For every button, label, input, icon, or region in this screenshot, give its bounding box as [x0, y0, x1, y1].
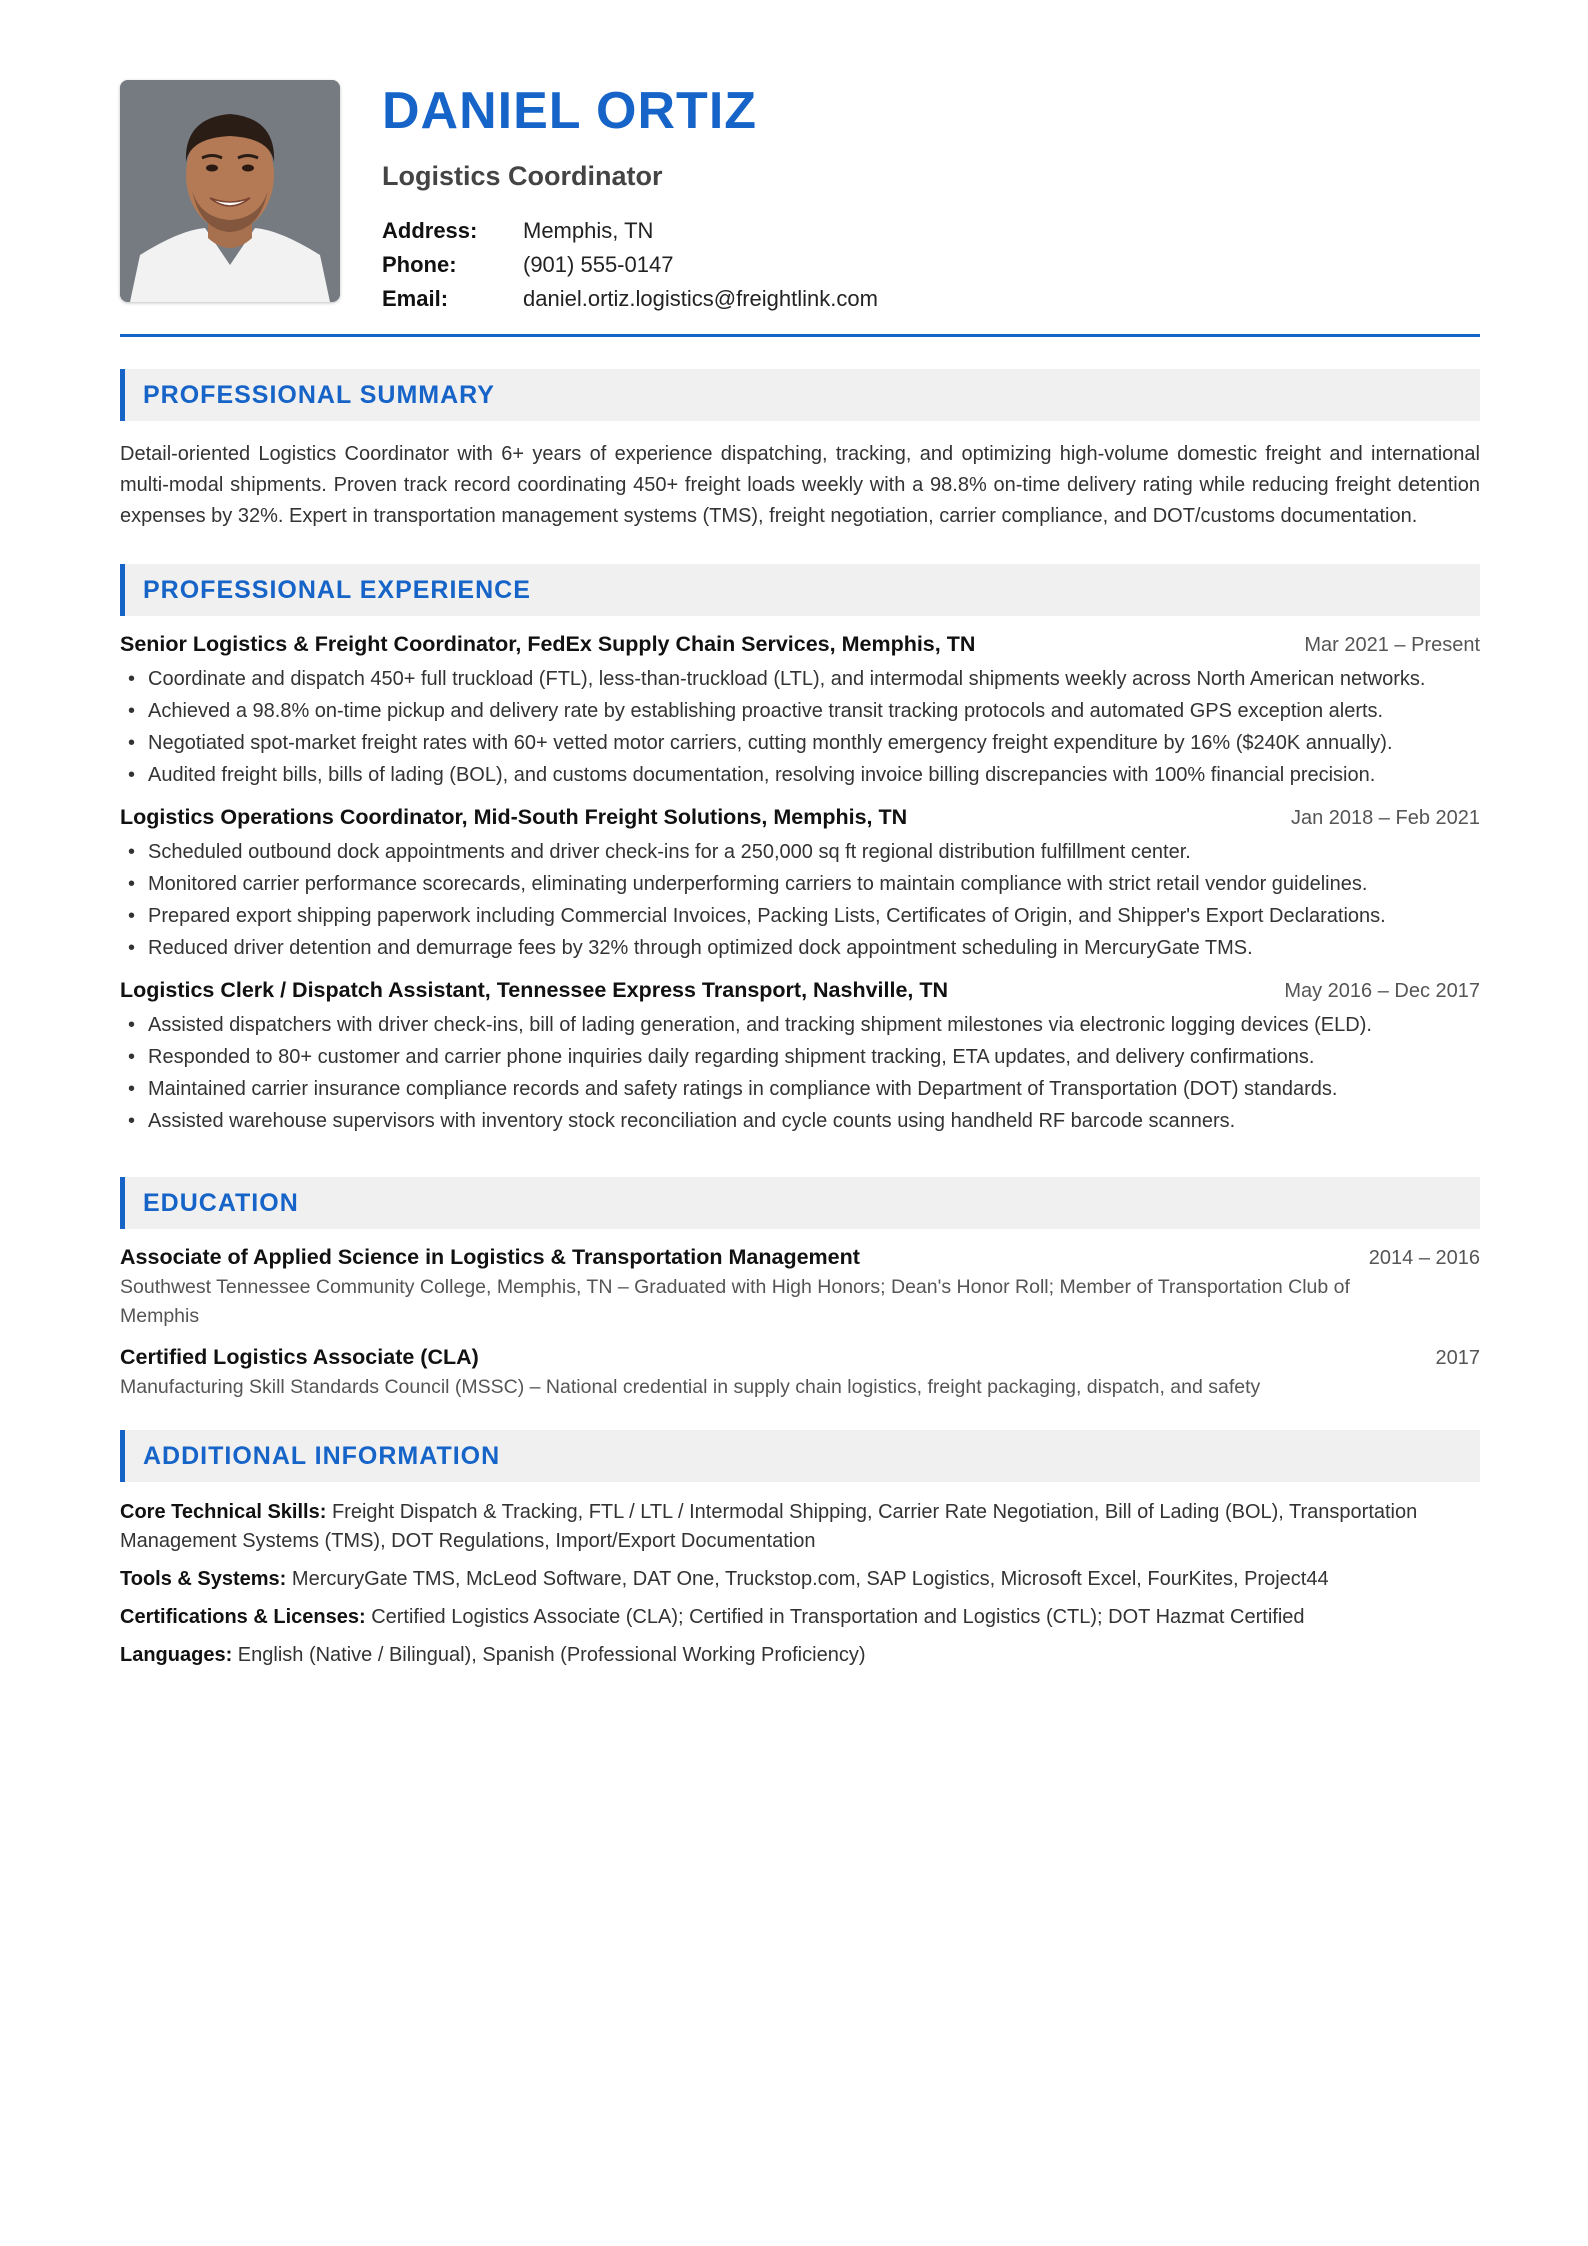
- education-date: 2017: [1435, 1347, 1480, 1369]
- job-entry: [120, 632, 1480, 791]
- job-title: Logistics Operations Coordinator, Mid-South Freight Solutions, Memphis, TN: [120, 805, 908, 829]
- section-heading: PROFESSIONAL EXPERIENCE: [120, 564, 1480, 616]
- contact-list: [382, 214, 878, 316]
- job-entry: [120, 805, 1480, 964]
- education-date: 2014 – 2016: [1368, 1247, 1480, 1269]
- bullet-item: • Prepared export shipping paperwork including Commercial Invoices, Packing Lists, Certificates of Origin, and Shipper's Export Declarations.: [120, 900, 1480, 932]
- bullet-item: • Maintained carrier insurance compliance records and safety ratings in compliance with Department of Transportation (DOT) standards.: [120, 1073, 1480, 1105]
- additional-row: [120, 1565, 1480, 1594]
- job-bullets: [120, 663, 1480, 791]
- job-bullets: [120, 1009, 1480, 1137]
- bullet-item: • Scheduled outbound dock appointments and driver check-ins for a 250,000 sq ft regional distribution fulfillment center.: [120, 836, 1480, 868]
- section-heading: ADDITIONAL INFORMATION: [120, 1430, 1480, 1482]
- additional-value: Certified Logistics Associate (CLA); Certified in Transportation and Logistics (CTL); DOT Hazmat Certified: [371, 1606, 1305, 1628]
- job-date: Mar 2021 – Present: [1304, 634, 1480, 656]
- job-entry: [120, 978, 1480, 1137]
- experience-section: [120, 564, 1480, 1137]
- contact-label: Email:: [382, 285, 449, 311]
- education-section: [120, 1177, 1480, 1402]
- additional-section: [120, 1430, 1480, 1670]
- contact-label: Address:: [382, 217, 478, 243]
- contact-value: daniel.ortiz.logistics@freightlink.com: [523, 285, 878, 311]
- candidate-role: Logistics Coordinator: [382, 160, 663, 191]
- additional-label: Languages:: [120, 1644, 238, 1666]
- job-bullets: [120, 836, 1480, 964]
- bullet-item: • Audited freight bills, bills of lading (BOL), and customs documentation, resolving invoice billing discrepancies with 100% financial precision.: [120, 759, 1480, 791]
- education-desc: Southwest Tennessee Community College, Memphis, TN – Graduated with High Honors; Dean's Honor Roll; Member of Transportation Club of Memphis: [120, 1276, 1350, 1327]
- job-title: Logistics Clerk / Dispatch Assistant, Tennessee Express Transport, Nashville, TN: [120, 978, 949, 1002]
- education-entry: [120, 1245, 1480, 1331]
- contact-label: Phone:: [382, 251, 457, 277]
- contact-value: Memphis, TN: [523, 217, 654, 243]
- contact-phone: [382, 248, 878, 282]
- additional-value: Freight Dispatch & Tracking, FTL / LTL / Intermodal Shipping, Carrier Rate Negotiation, Bill of Lading (BOL), Transportation Management Systems (TMS), DOT Regulations, Import/Export Documentation: [120, 1501, 1418, 1552]
- job-title: Senior Logistics & Freight Coordinator, FedEx Supply Chain Services, Memphis, TN: [120, 632, 976, 656]
- education-title: Associate of Applied Science in Logistics & Transportation Management: [120, 1245, 860, 1269]
- header-divider: [120, 334, 1480, 337]
- section-heading: PROFESSIONAL SUMMARY: [120, 369, 1480, 421]
- contact-email: [382, 282, 878, 316]
- additional-row: [120, 1641, 1480, 1670]
- bullet-item: • Coordinate and dispatch 450+ full truckload (FTL), less-than-truckload (LTL), and intermodal shipments weekly across North American networks.: [120, 663, 1480, 695]
- contact-value: (901) 555-0147: [523, 251, 674, 277]
- education-desc: Manufacturing Skill Standards Council (MSSC) – National credential in supply chain logistics, freight packaging, dispatch, and safety: [120, 1376, 1261, 1398]
- candidate-name: DANIEL ORTIZ: [382, 82, 758, 140]
- additional-value: English (Native / Bilingual), Spanish (Professional Working Proficiency): [237, 1644, 866, 1666]
- bullet-item: • Achieved a 98.8% on-time pickup and delivery rate by establishing proactive transit tracking protocols and automated GPS exception alerts.: [120, 695, 1480, 727]
- resume-header: [120, 80, 1480, 311]
- bullet-item: • Negotiated spot-market freight rates with 60+ vetted motor carriers, cutting monthly emergency freight expenditure by 16% ($240K annually).: [120, 727, 1480, 759]
- additional-row: [120, 1603, 1480, 1632]
- profile-photo: [120, 80, 340, 302]
- additional-label: Tools & Systems:: [120, 1568, 292, 1590]
- bullet-item: • Assisted warehouse supervisors with inventory stock reconciliation and cycle counts using handheld RF barcode scanners.: [120, 1105, 1480, 1137]
- contact-address: [382, 214, 878, 248]
- education-entry: [120, 1345, 1480, 1402]
- education-list: [120, 1245, 1480, 1402]
- job-list: [120, 632, 1480, 1137]
- education-title: Certified Logistics Associate (CLA): [120, 1345, 479, 1369]
- additional-label: Certifications & Licenses:: [120, 1606, 372, 1628]
- bullet-item: • Reduced driver detention and demurrage fees by 32% through optimized dock appointment scheduling in MercuryGate TMS.: [120, 932, 1480, 964]
- job-date: Jan 2018 – Feb 2021: [1290, 807, 1480, 829]
- bullet-item: • Assisted dispatchers with driver check-ins, bill of lading generation, and tracking shipment milestones via electronic logging devices (ELD).: [120, 1009, 1480, 1041]
- bullet-item: • Responded to 80+ customer and carrier phone inquiries daily regarding shipment tracking, ETA updates, and delivery confirmations.: [120, 1041, 1480, 1073]
- additional-value: MercuryGate TMS, McLeod Software, DAT One, Truckstop.com, SAP Logistics, Microsoft Excel, FourKites, Project44: [291, 1568, 1329, 1590]
- additional-row: [120, 1498, 1480, 1556]
- job-date: May 2016 – Dec 2017: [1284, 980, 1480, 1002]
- section-heading: EDUCATION: [120, 1177, 1480, 1229]
- summary-section: [120, 369, 1480, 532]
- additional-label: Core Technical Skills:: [120, 1501, 332, 1523]
- bullet-item: • Monitored carrier performance scorecards, eliminating underperforming carriers to maintain compliance with strict retail vendor guidelines.: [120, 868, 1480, 900]
- summary-text: Detail-oriented Logistics Coordinator with 6+ years of experience dispatching, tracking, and optimizing high-volume domestic freight and international multi-modal shipments. Proven track record coordinating 450+ freight loads weekly with a 98.8% on-time delivery rating while reducing freight detention expenses by 32%. Expert in transportation management systems (TMS), freight negotiation, carrier compliance, and DOT/customs documentation.: [120, 443, 1480, 527]
- header-info: [382, 80, 878, 316]
- additional-list: [120, 1498, 1480, 1670]
